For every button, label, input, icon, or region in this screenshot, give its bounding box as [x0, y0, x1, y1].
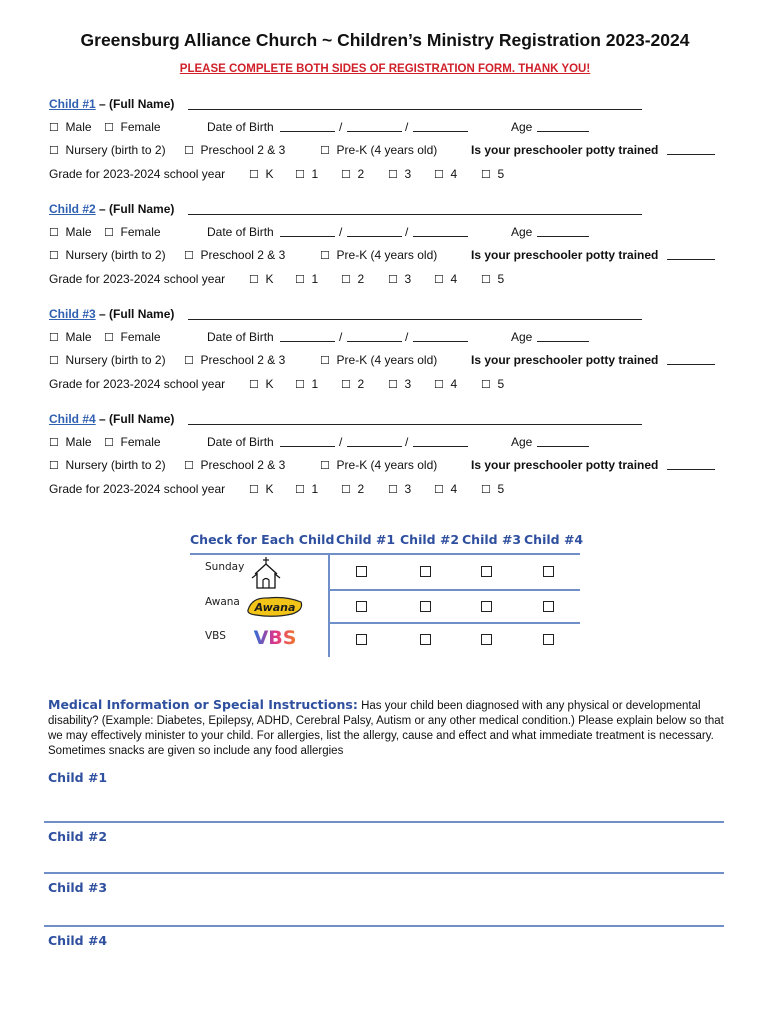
child-4-female-option[interactable]: ☐ Female — [104, 435, 161, 449]
child-4-male-option[interactable]: ☐ Male — [49, 435, 92, 449]
table-divider — [328, 553, 330, 657]
child-2-potty-input[interactable] — [667, 259, 715, 260]
vbs-logo — [246, 626, 304, 648]
church-icon — [251, 556, 281, 590]
medical-instructions — [48, 697, 728, 759]
vbs-logo-text: VBS — [253, 627, 297, 648]
child-3-grade-option-1[interactable]: ☐ 1 — [295, 377, 319, 391]
child-4-age-label: Age — [511, 435, 533, 449]
child-1-dob-label: Date of Birth — [207, 120, 274, 134]
child-1-female-option[interactable]: ☐ Female — [104, 120, 161, 134]
child-1-grade-option-3[interactable]: ☐ 3 — [388, 167, 412, 181]
child-2-grade-option-5[interactable]: ☐ 5 — [481, 272, 505, 286]
child-1-nursery-option[interactable]: ☐ Nursery (birth to 2) — [49, 143, 166, 157]
sunday-child-2-checkbox[interactable] — [420, 566, 431, 577]
medical-child-2-line[interactable] — [44, 872, 724, 874]
table-col-child-2: Child #2 — [400, 532, 460, 547]
page-title: Greensburg Alliance Church ~ Children’s Ministry Registration 2023-2024 — [80, 30, 690, 50]
vbs-child-2-checkbox[interactable] — [420, 634, 431, 645]
child-2-grade-option-1[interactable]: ☐ 1 — [295, 272, 319, 286]
child-4-dob-label: Date of Birth — [207, 435, 274, 449]
page-subtitle: PLEASE COMPLETE BOTH SIDES OF REGISTRATION FORM. THANK YOU! — [179, 63, 591, 75]
date-separator: / — [339, 330, 343, 344]
child-4-grade-option-1[interactable]: ☐ 1 — [295, 482, 319, 496]
medical-body: Has your child been diagnosed with any physical or developmental disability? (Example: Diabetes, Epilepsy, ADHD, Cerebral Palsy, Autism or any other medical condition.) Please explain below so that we may effectively minister to your child. For allergies, list the allergy, cause and effect and what immediate treatment is necessary. Sometimes snacks are given so include any food allergies — [48, 700, 724, 757]
child-3-grade-option-3[interactable]: ☐ 3 — [388, 377, 412, 391]
child-2-grade-option-4[interactable]: ☐ 4 — [434, 272, 458, 286]
medical-child-3-line[interactable] — [44, 925, 724, 927]
awana-logo — [246, 594, 304, 618]
row-label-awana: Awana — [205, 596, 240, 608]
child-2-dob-year[interactable] — [413, 236, 468, 237]
table-col-child-1: Child #1 — [336, 532, 396, 547]
child-3-female-option[interactable]: ☐ Female — [104, 330, 161, 344]
child-4-name-row — [49, 412, 174, 426]
child-2-potty-label: Is your preschooler potty trained — [471, 248, 659, 262]
child-3-prek-option[interactable]: ☐ Pre-K (4 years old) — [320, 353, 438, 367]
row-label-sunday: Sunday — [205, 561, 245, 573]
child-3-label: Child #3 — [49, 307, 96, 321]
child-2-prek-option[interactable]: ☐ Pre-K (4 years old) — [320, 248, 438, 262]
full-name-label: – (Full Name) — [99, 307, 175, 321]
date-separator: / — [339, 435, 343, 449]
child-1-age-input[interactable] — [537, 131, 589, 132]
date-separator: / — [405, 330, 409, 344]
child-2-nursery-option[interactable]: ☐ Nursery (birth to 2) — [49, 248, 166, 262]
child-1-grade-option-4[interactable]: ☐ 4 — [434, 167, 458, 181]
child-3-dob-month[interactable] — [280, 341, 335, 342]
child-3-potty-input[interactable] — [667, 364, 715, 365]
date-separator: / — [339, 225, 343, 239]
child-2-dob-month[interactable] — [280, 236, 335, 237]
child-1-dob-day[interactable] — [347, 131, 402, 132]
child-3-dob-year[interactable] — [413, 341, 468, 342]
child-1-grade-option-0[interactable]: ☐ K — [249, 167, 274, 181]
awana-logo-text: Awana — [254, 601, 296, 614]
child-4-age-input[interactable] — [537, 446, 589, 447]
medical-heading: Medical Information or Special Instructions: — [48, 697, 358, 712]
child-4-grade-option-5[interactable]: ☐ 5 — [481, 482, 505, 496]
child-3-grade-option-2[interactable]: ☐ 2 — [341, 377, 365, 391]
child-3-name-input[interactable] — [188, 319, 642, 320]
child-4-potty-label: Is your preschooler potty trained — [471, 458, 659, 472]
child-2-dob-label: Date of Birth — [207, 225, 274, 239]
medical-child-3-label: Child #3 — [48, 880, 108, 895]
row-label-vbs: VBS — [205, 630, 226, 642]
child-1-name-input[interactable] — [188, 109, 642, 110]
child-1-grade-option-1[interactable]: ☐ 1 — [295, 167, 319, 181]
child-2-grade-option-2[interactable]: ☐ 2 — [341, 272, 365, 286]
vbs-child-3-checkbox[interactable] — [481, 634, 492, 645]
child-3-dob-day[interactable] — [347, 341, 402, 342]
date-separator: / — [339, 120, 343, 134]
medical-child-1-label: Child #1 — [48, 770, 108, 785]
child-3-age-label: Age — [511, 330, 533, 344]
vbs-child-1-checkbox[interactable] — [356, 634, 367, 645]
child-3-grade-option-0[interactable]: ☐ K — [249, 377, 274, 391]
table-divider — [328, 622, 580, 624]
child-2-grade-option-0[interactable]: ☐ K — [249, 272, 274, 286]
child-1-grade-label: Grade for 2023-2024 school year — [49, 167, 226, 181]
child-2-grade-option-3[interactable]: ☐ 3 — [388, 272, 412, 286]
child-3-age-input[interactable] — [537, 341, 589, 342]
date-separator: / — [405, 225, 409, 239]
full-name-label: – (Full Name) — [99, 202, 175, 216]
child-3-grade-option-4[interactable]: ☐ 4 — [434, 377, 458, 391]
awana-child-4-checkbox[interactable] — [543, 601, 554, 612]
awana-child-2-checkbox[interactable] — [420, 601, 431, 612]
child-4-dob-day[interactable] — [347, 446, 402, 447]
child-2-name-input[interactable] — [188, 214, 642, 215]
child-3-nursery-option[interactable]: ☐ Nursery (birth to 2) — [49, 353, 166, 367]
table-header-label: Check for Each Child — [190, 532, 335, 547]
sunday-child-1-checkbox[interactable] — [356, 566, 367, 577]
date-separator: / — [405, 435, 409, 449]
child-2-age-label: Age — [511, 225, 533, 239]
child-1-dob-year[interactable] — [413, 131, 468, 132]
table-divider — [328, 589, 580, 591]
vbs-child-4-checkbox[interactable] — [543, 634, 554, 645]
table-divider — [190, 553, 580, 555]
child-3-preschool-option[interactable]: ☐ Preschool 2 & 3 — [184, 353, 286, 367]
child-4-nursery-option[interactable]: ☐ Nursery (birth to 2) — [49, 458, 166, 472]
child-4-dob-month[interactable] — [280, 446, 335, 447]
medical-child-1-line[interactable] — [44, 821, 724, 823]
child-4-preschool-option[interactable]: ☐ Preschool 2 & 3 — [184, 458, 286, 472]
full-name-label: – (Full Name) — [99, 412, 175, 426]
child-1-grade-option-5[interactable]: ☐ 5 — [481, 167, 505, 181]
child-1-age-label: Age — [511, 120, 533, 134]
child-1-prek-option[interactable]: ☐ Pre-K (4 years old) — [320, 143, 438, 157]
child-2-female-option[interactable]: ☐ Female — [104, 225, 161, 239]
child-4-label: Child #4 — [49, 412, 96, 426]
child-1-dob-month[interactable] — [280, 131, 335, 132]
child-1-label: Child #1 — [49, 97, 96, 111]
child-1-preschool-option[interactable]: ☐ Preschool 2 & 3 — [184, 143, 286, 157]
child-2-grade-label: Grade for 2023-2024 school year — [49, 272, 226, 286]
date-separator: / — [405, 120, 409, 134]
sunday-child-4-checkbox[interactable] — [543, 566, 554, 577]
child-4-dob-year[interactable] — [413, 446, 468, 447]
child-2-male-option[interactable]: ☐ Male — [49, 225, 92, 239]
child-3-potty-label: Is your preschooler potty trained — [471, 353, 659, 367]
child-1-grade-option-2[interactable]: ☐ 2 — [341, 167, 365, 181]
medical-child-2-label: Child #2 — [48, 829, 108, 844]
awana-child-1-checkbox[interactable] — [356, 601, 367, 612]
child-1-potty-input[interactable] — [667, 154, 715, 155]
full-name-label: – (Full Name) — [99, 97, 175, 111]
child-4-grade-option-3[interactable]: ☐ 3 — [388, 482, 412, 496]
child-3-grade-option-5[interactable]: ☐ 5 — [481, 377, 505, 391]
child-3-grade-label: Grade for 2023-2024 school year — [49, 377, 226, 391]
child-4-prek-option[interactable]: ☐ Pre-K (4 years old) — [320, 458, 438, 472]
child-2-label: Child #2 — [49, 202, 96, 216]
sunday-child-3-checkbox[interactable] — [481, 566, 492, 577]
child-2-name-row — [49, 202, 174, 216]
child-4-grade-option-0[interactable]: ☐ K — [249, 482, 274, 496]
table-col-child-3: Child #3 — [462, 532, 522, 547]
child-2-preschool-option[interactable]: ☐ Preschool 2 & 3 — [184, 248, 286, 262]
child-4-grade-label: Grade for 2023-2024 school year — [49, 482, 226, 496]
child-4-grade-option-4[interactable]: ☐ 4 — [434, 482, 458, 496]
child-4-grade-option-2[interactable]: ☐ 2 — [341, 482, 365, 496]
child-1-potty-label: Is your preschooler potty trained — [471, 143, 659, 157]
child-3-male-option[interactable]: ☐ Male — [49, 330, 92, 344]
child-1-male-option[interactable]: ☐ Male — [49, 120, 92, 134]
child-3-dob-label: Date of Birth — [207, 330, 274, 344]
child-1-name-row — [49, 97, 174, 111]
child-2-dob-day[interactable] — [347, 236, 402, 237]
child-4-name-input[interactable] — [188, 424, 642, 425]
child-4-potty-input[interactable] — [667, 469, 715, 470]
child-3-name-row — [49, 307, 174, 321]
medical-child-4-label: Child #4 — [48, 933, 108, 948]
child-2-age-input[interactable] — [537, 236, 589, 237]
table-col-child-4: Child #4 — [524, 532, 584, 547]
awana-child-3-checkbox[interactable] — [481, 601, 492, 612]
